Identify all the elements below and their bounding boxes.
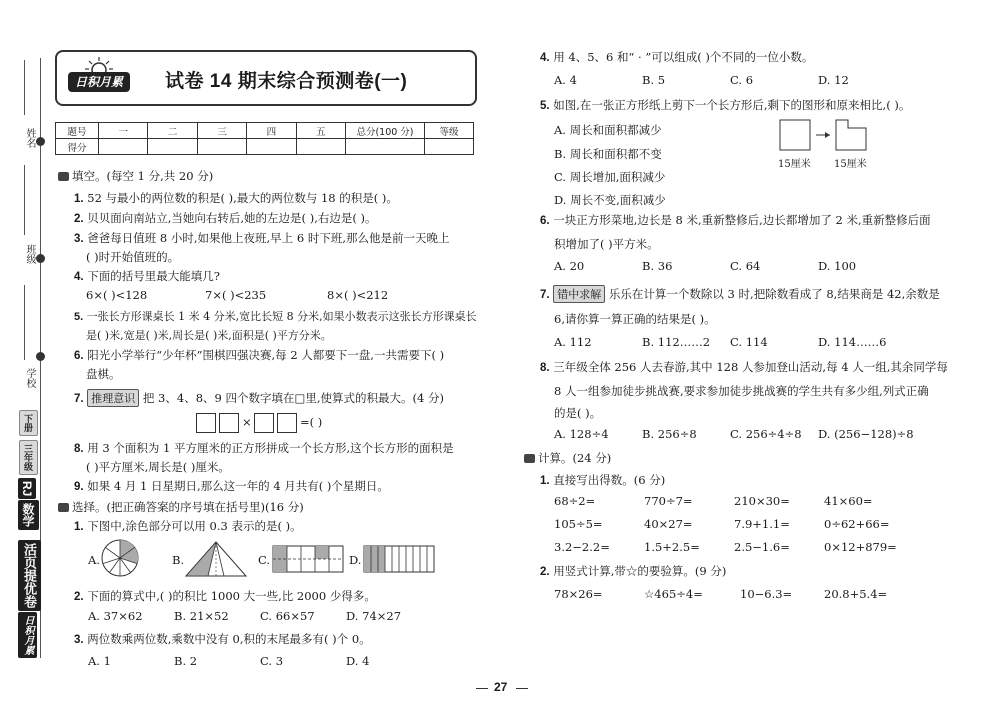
c8-option: D. (256−128)÷8	[818, 427, 914, 441]
q4-item: 6×( )<128	[86, 288, 148, 302]
score-value-row	[56, 139, 474, 155]
choice-8-cont: 的是( )。	[554, 406, 602, 420]
error-analysis-tag: 错中求解	[553, 285, 605, 303]
question-6: 6. 阳光小学举行“少年杯”围棋四强决赛,每 2 人都要下一盘,一共需要下( )	[74, 348, 445, 362]
section-fill-heading: 填空。(每空 1 分,共 20 分)	[58, 168, 213, 184]
school-blank	[24, 285, 25, 360]
c6-option: D. 100	[818, 259, 857, 273]
page-number: 27	[494, 680, 508, 694]
q4-item: 8×( )<212	[327, 288, 389, 302]
square-cut-figure	[778, 118, 868, 154]
c5-option: A. 周长和面积都减少	[554, 123, 662, 137]
c3-option: B. 2	[174, 654, 198, 668]
score-input[interactable]	[346, 139, 425, 155]
calc-item: 68÷2=	[554, 494, 596, 508]
section-choice-heading: 选择。(把正确答案的序号填在括号里)(16 分)	[58, 499, 304, 515]
question-9: 9. 如果 4 月 1 日星期日,那么这一年的 4 月共有( )个星期日。	[74, 479, 389, 493]
c3-option: D. 4	[346, 654, 370, 668]
footer-dash	[516, 688, 528, 689]
brand-logo: 日积月累	[68, 72, 130, 92]
calc-item: 7.9+1.1=	[734, 517, 790, 531]
c5-option: C. 周长增加,面积减少	[554, 170, 666, 184]
c5-option: B. 周长和面积都不变	[554, 147, 662, 161]
c3-option: A. 1	[88, 654, 111, 668]
vertical-calc-item: ☆465÷4=	[644, 587, 703, 601]
calc-item: 3.2−2.2=	[554, 540, 610, 554]
volume-tag: 下册	[19, 410, 38, 436]
choice-3: 3. 两位数乘两位数,乘数中没有 0,积的末尾最多有( )个 0。	[74, 632, 371, 646]
binding-hole	[36, 254, 45, 263]
side-length-label: 15厘米	[834, 159, 867, 170]
digit-box[interactable]	[196, 413, 216, 433]
calc-2: 2. 用竖式计算,带☆的要验算。(9 分)	[540, 564, 727, 578]
calc-item: 0÷62+66=	[824, 517, 890, 531]
question-7: 7. 推理意识 把 3、4、8、9 四个数字填在□里,使算式的积最大。(4 分)	[74, 391, 444, 405]
c2-option: B. 21×52	[174, 609, 229, 623]
grade-tag: 三年级	[19, 440, 38, 475]
digit-box[interactable]	[254, 413, 274, 433]
c4-option: D. 12	[818, 73, 849, 87]
question-6-cont: 盘棋。	[86, 367, 121, 381]
binding-hole	[36, 137, 45, 146]
section-icon	[58, 503, 69, 512]
c8-option: B. 256÷8	[642, 427, 697, 441]
subject-tag: 数学	[18, 500, 39, 530]
answer-blank: =( )	[300, 415, 323, 429]
c6-option: C. 64	[730, 259, 761, 273]
choice-8-cont: 8 人一组参加徒步挑战赛,要求参加徒步挑战赛的学生共有多少组,列式正确	[554, 384, 929, 398]
choice-1: 1. 下图中,涂色部分可以用 0.3 表示的是( )。	[74, 519, 302, 533]
choice-2: 2. 下面的算式中,( )的积比 1000 大一些,比 2000 少得多。	[74, 589, 376, 603]
shaded-rectangle-figure-d	[363, 545, 435, 573]
question-5-cont: 是( )米,宽是( )米,周长是( )米,面积是( )平方分米。	[86, 329, 332, 342]
c2-option: D. 74×27	[346, 609, 402, 623]
score-input[interactable]	[425, 139, 474, 155]
reasoning-tag: 推理意识	[87, 389, 139, 407]
question-5: 5. 一张长方形课桌长 1 米 4 分米,宽比长短 8 分米,如果小数表示这张长方形课桌长	[74, 310, 477, 323]
score-input[interactable]	[148, 139, 197, 155]
score-input[interactable]	[197, 139, 246, 155]
c3-option: C. 3	[260, 654, 284, 668]
score-header-row	[56, 123, 474, 139]
c5-option: D. 周长不变,面积减少	[554, 193, 666, 207]
digit-box[interactable]	[277, 413, 297, 433]
table-cell: 得分	[56, 139, 99, 155]
c8-option: A. 128÷4	[554, 427, 609, 441]
score-input[interactable]	[296, 139, 345, 155]
section-icon	[58, 172, 69, 181]
table-cell: 一	[99, 123, 148, 139]
binding-hole	[36, 352, 45, 361]
question-4: 4. 下面的括号里最大能填几?	[74, 269, 220, 283]
c7-option: D. 114……6	[818, 335, 887, 349]
calc-item: 0×12+879=	[824, 540, 897, 554]
choice-7-cont: 6,请你算一算正确的结果是( )。	[554, 312, 716, 326]
school-label: 学校	[24, 368, 35, 388]
choice-7: 7. 错中求解 乐乐在计算一个数除以 3 时,把除数看成了 8,结果商是 42,余数是	[540, 287, 940, 301]
section-calc-heading: 计算。(24 分)	[524, 450, 611, 466]
section-icon	[524, 454, 535, 463]
question-2: 2. 贝贝面向南站立,当她向右转后,她的左边是( ),右边是( )。	[74, 211, 377, 225]
shaded-rectangle-figure-c	[272, 545, 344, 573]
choice-8: 8. 三年级全体 256 人去春游,其中 128 人参加登山活动,每 4 人一组,其余同学每	[540, 360, 948, 374]
c7-option: B. 112……2	[642, 335, 711, 349]
calc-1: 1. 直接写出得数。(6 分)	[540, 473, 666, 487]
table-cell: 三	[197, 123, 246, 139]
c7-option: C. 114	[730, 335, 768, 349]
brand-logo: 日积月累	[18, 612, 37, 658]
c6-option: B. 36	[642, 259, 673, 273]
footer-dash	[476, 688, 488, 689]
vertical-calc-item: 10−6.3=	[740, 587, 793, 601]
c6-option: A. 20	[554, 259, 585, 273]
table-cell: 等级	[425, 123, 474, 139]
page-title: 试卷 14 期末综合预测卷(一)	[165, 71, 408, 92]
name-label: 姓名	[24, 128, 35, 148]
c4-option: C. 6	[730, 73, 754, 87]
times-sign: ×	[242, 415, 252, 429]
digit-box[interactable]	[219, 413, 239, 433]
q4-item: 7×( )<235	[205, 288, 267, 302]
question-8-cont: ( )平方厘米,周长是( )厘米。	[86, 460, 230, 474]
calc-item: 2.5−1.6=	[734, 540, 790, 554]
c4-option: B. 5	[642, 73, 666, 87]
option-c-label: C.	[258, 553, 271, 567]
table-cell: 四	[247, 123, 296, 139]
table-cell: 总分(100 分)	[346, 123, 425, 139]
choice-6-cont: 积增加了( )平方米。	[554, 237, 659, 251]
question-3-cont: ( )时开始值班的。	[86, 250, 180, 264]
class-label: 班级	[24, 244, 35, 264]
question-1: 1. 52 与最小的两位数的积是( ),最大的两位数与 18 的积是( )。	[74, 191, 398, 205]
table-cell: 五	[296, 123, 345, 139]
name-blank	[24, 60, 25, 115]
option-a-label: A.	[88, 553, 100, 567]
option-d-label: D.	[349, 553, 362, 567]
vertical-calc-item: 20.8+5.4=	[824, 587, 888, 601]
class-blank	[24, 165, 25, 235]
vertical-calc-item: 78×26=	[554, 587, 603, 601]
series-title: 活页提优卷	[18, 540, 41, 611]
side-length-label: 15厘米	[778, 159, 811, 170]
c7-option: A. 112	[554, 335, 592, 349]
calc-item: 105÷5=	[554, 517, 603, 531]
choice-4: 4. 用 4、5、6 和“ · ”可以组成( )个不同的一位小数。	[540, 50, 814, 64]
table-cell: 二	[148, 123, 197, 139]
shaded-circle-figure	[100, 538, 140, 578]
score-input[interactable]	[247, 139, 296, 155]
question-3: 3. 爸爸每日值班 8 小时,如果他上夜班,早上 6 时下班,那么他是前一天晚上	[74, 231, 450, 245]
edition-tag: RJ	[18, 478, 36, 499]
calc-item: 210×30=	[734, 494, 790, 508]
c8-option: C. 256÷4÷8	[730, 427, 802, 441]
calc-item: 770÷7=	[644, 494, 693, 508]
calc-item: 1.5+2.5=	[644, 540, 700, 554]
calc-item: 40×27=	[644, 517, 693, 531]
c2-option: C. 66×57	[260, 609, 315, 623]
score-input[interactable]	[99, 139, 148, 155]
choice-5: 5. 如图,在一张正方形纸上剪下一个长方形后,剩下的图形和原来相比,( )。	[540, 98, 911, 112]
c4-option: A. 4	[554, 73, 577, 87]
score-table	[55, 122, 474, 155]
table-cell: 题号	[56, 123, 99, 139]
c2-option: A. 37×62	[88, 609, 143, 623]
shaded-triangle-figure	[184, 540, 248, 578]
choice-6: 6. 一块正方形菜地,边长是 8 米,重新整修后,边长都增加了 2 米,重新整修后面	[540, 213, 931, 227]
option-b-label: B.	[172, 553, 185, 567]
calc-item: 41×60=	[824, 494, 873, 508]
question-8: 8. 用 3 个面积为 1 平方厘米的正方形拼成一个长方形,这个长方形的面积是	[74, 441, 454, 455]
